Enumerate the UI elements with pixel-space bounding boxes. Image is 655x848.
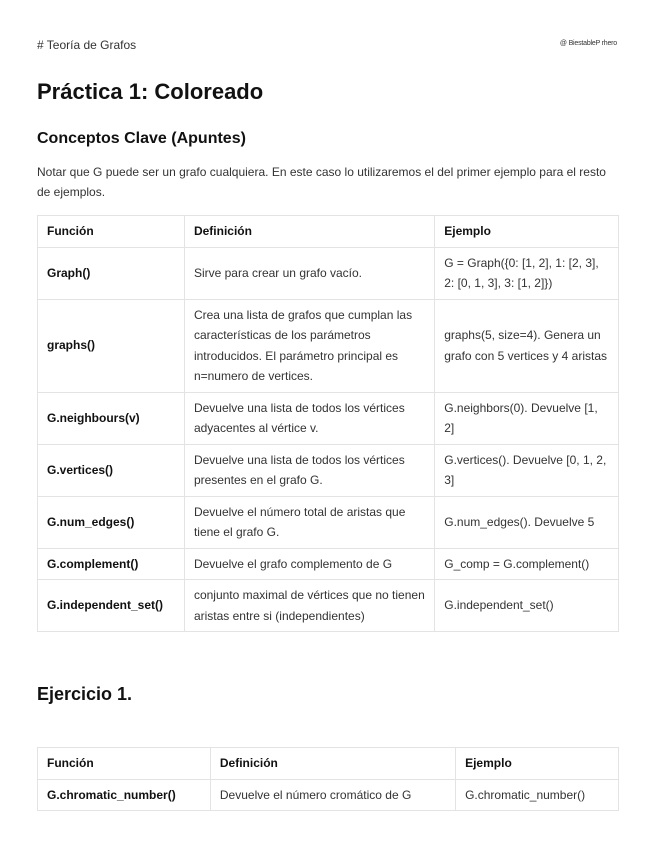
- document-category: # Teoría de Grafos: [37, 38, 137, 52]
- exercise-table: [37, 747, 619, 811]
- definition-cell: Devuelve el número total de aristas que tiene el grafo G.: [184, 496, 434, 548]
- column-header-function: Función: [38, 216, 185, 248]
- column-header-function: Función: [38, 748, 211, 780]
- definition-cell: Devuelve una lista de todos los vértices presentes en el grafo G.: [184, 444, 434, 496]
- exercise-title: Ejercicio 1.: [37, 684, 133, 704]
- function-cell: G.complement(): [38, 548, 185, 580]
- definition-cell: Crea una lista de grafos que cumplan las características de los parámetros introducidos. El parámetro principal es n=numero de vertices.: [184, 299, 434, 392]
- definition-cell: Devuelve una lista de todos los vértices adyacentes al vértice v.: [184, 392, 434, 444]
- table-row: [38, 299, 619, 392]
- function-cell: G.independent_set(): [38, 580, 185, 632]
- example-cell: graphs(5, size=4). Genera un grafo con 5 vertices y 4 aristas: [435, 299, 619, 392]
- column-header-example: Ejemplo: [456, 748, 619, 780]
- definition-cell: Sirve para crear un grafo vacío.: [184, 247, 434, 299]
- function-cell: G.vertices(): [38, 444, 185, 496]
- example-cell: G.chromatic_number(): [456, 779, 619, 811]
- column-header-definition: Definición: [184, 216, 434, 248]
- table-row: [38, 779, 619, 811]
- definition-cell: Devuelve el grafo complemento de G: [184, 548, 434, 580]
- table-row: [38, 444, 619, 496]
- definition-cell: conjunto maximal de vértices que no tienen aristas entre si (independientes): [184, 580, 434, 632]
- example-cell: G.neighbors(0). Devuelve [1, 2]: [435, 392, 619, 444]
- table-row: [38, 247, 619, 299]
- function-cell: Graph(): [38, 247, 185, 299]
- column-header-example: Ejemplo: [435, 216, 619, 248]
- table-row: [38, 580, 619, 632]
- table-row: [38, 496, 619, 548]
- column-header-definition: Definición: [210, 748, 455, 780]
- function-cell: G.num_edges(): [38, 496, 185, 548]
- intro-paragraph: Notar que G puede ser un grafo cualquiera. En este caso lo utilizaremos el del primer ejemplo para el resto de ejemplos.: [37, 165, 606, 199]
- function-cell: graphs(): [38, 299, 185, 392]
- definition-cell: Devuelve el número cromático de G: [210, 779, 455, 811]
- section-title: Conceptos Clave (Apuntes): [37, 130, 246, 147]
- table-header-row: [38, 216, 619, 248]
- table-row: [38, 548, 619, 580]
- example-cell: G.num_edges(). Devuelve 5: [435, 496, 619, 548]
- function-cell: G.chromatic_number(): [38, 779, 211, 811]
- page-title: Práctica 1: Coloreado: [37, 79, 264, 104]
- example-cell: G_comp = G.complement(): [435, 548, 619, 580]
- function-cell: G.neighbours(v): [38, 392, 185, 444]
- concepts-table: [37, 215, 619, 632]
- example-cell: G = Graph({0: [1, 2], 1: [2, 3], 2: [0, 1, 3], 3: [1, 2]}): [435, 247, 619, 299]
- table-row: [38, 392, 619, 444]
- author-handle: @ BiestableP rhero: [559, 40, 617, 47]
- example-cell: G.independent_set(): [435, 580, 619, 632]
- table-header-row: [38, 748, 619, 780]
- example-cell: G.vertices(). Devuelve [0, 1, 2, 3]: [435, 444, 619, 496]
